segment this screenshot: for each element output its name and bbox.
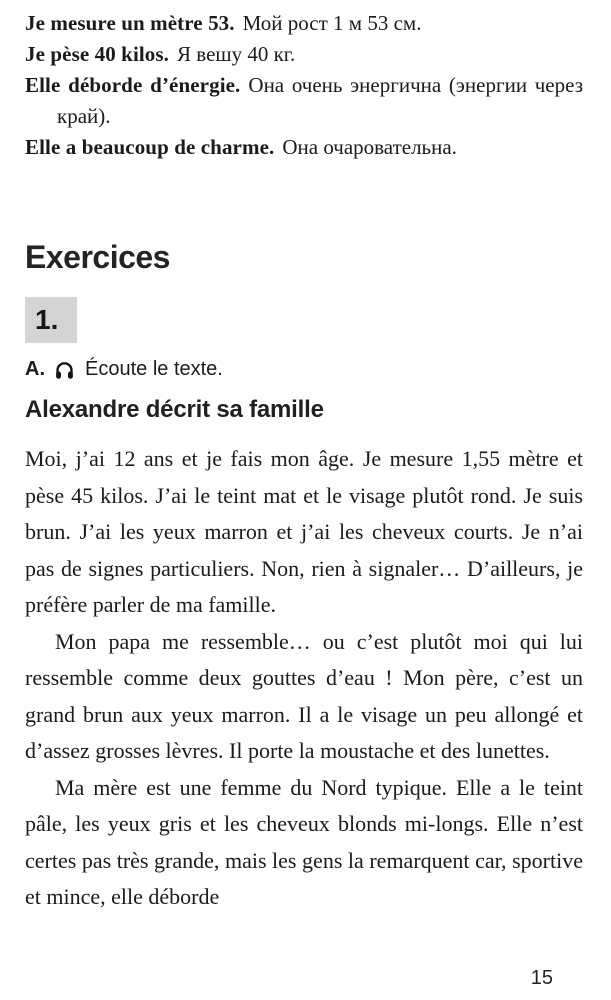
instruction-text: Écoute le texte. bbox=[85, 358, 223, 380]
vocab-french-phrase: Elle a beaucoup de charme. bbox=[25, 135, 275, 159]
reading-text bbox=[25, 441, 583, 916]
headphones-icon bbox=[54, 360, 75, 381]
reading-paragraph: Mon papa me ressemble… ou c’est plutôt moi qui lui ressemble comme deux gouttes d’eau ! Mon père, c’est un grand brun aux yeux marron. Il a le visage un peu allongé et d’assez grosses lèvres. Il porte la moustache et des lunettes. bbox=[25, 628, 583, 763]
reading-paragraph: Ma mère est une femme du Nord typique. Elle a le teint pâle, les yeux gris et les cheveux blonds mi-longs. Elle n’est certes pas très grande, mais les gens la remarquent car, sportive et mince, elle déborde bbox=[25, 774, 583, 909]
vocab-list bbox=[25, 8, 583, 163]
vocab-item bbox=[25, 39, 583, 70]
reading-title: Alexandre décrit sa famille bbox=[25, 396, 324, 423]
vocab-russian-translation: Она очаровательна. bbox=[282, 135, 457, 159]
exercise-instruction bbox=[25, 358, 583, 381]
instruction-letter: A. bbox=[25, 358, 45, 380]
vocab-item bbox=[25, 132, 583, 163]
vocab-french-phrase: Elle déborde d’énergie. bbox=[25, 73, 241, 97]
vocab-russian-translation: Я вешу 40 кг. bbox=[177, 42, 296, 66]
exercises-section-heading: Exercices bbox=[25, 239, 170, 275]
exercise-number: 1. bbox=[35, 304, 59, 335]
vocab-french-phrase: Je pèse 40 kilos. bbox=[25, 42, 170, 66]
reading-paragraph: Moi, j’ai 12 ans et je fais mon âge. Je mesure 1,55 mètre et pèse 45 kilos. J’ai le teint mat et le visage plutôt rond. Je suis brun. J’ai les yeux marron et j’ai les cheveux courts. Je n’ai pas de signes particuliers. Non, rien à signaler… D’ailleurs, je préfère parler de ma famille. bbox=[25, 446, 583, 617]
exercise-number-badge bbox=[25, 297, 77, 343]
vocab-french-phrase: Je mesure un mètre 53. bbox=[25, 11, 235, 35]
vocab-russian-translation: Мой рост 1 м 53 см. bbox=[242, 11, 422, 35]
page-number: 15 bbox=[530, 967, 553, 989]
vocab-item bbox=[25, 8, 583, 39]
vocab-russian-translation: Она очень энергична (энергии через край). bbox=[57, 73, 584, 128]
vocab-item bbox=[25, 70, 583, 132]
